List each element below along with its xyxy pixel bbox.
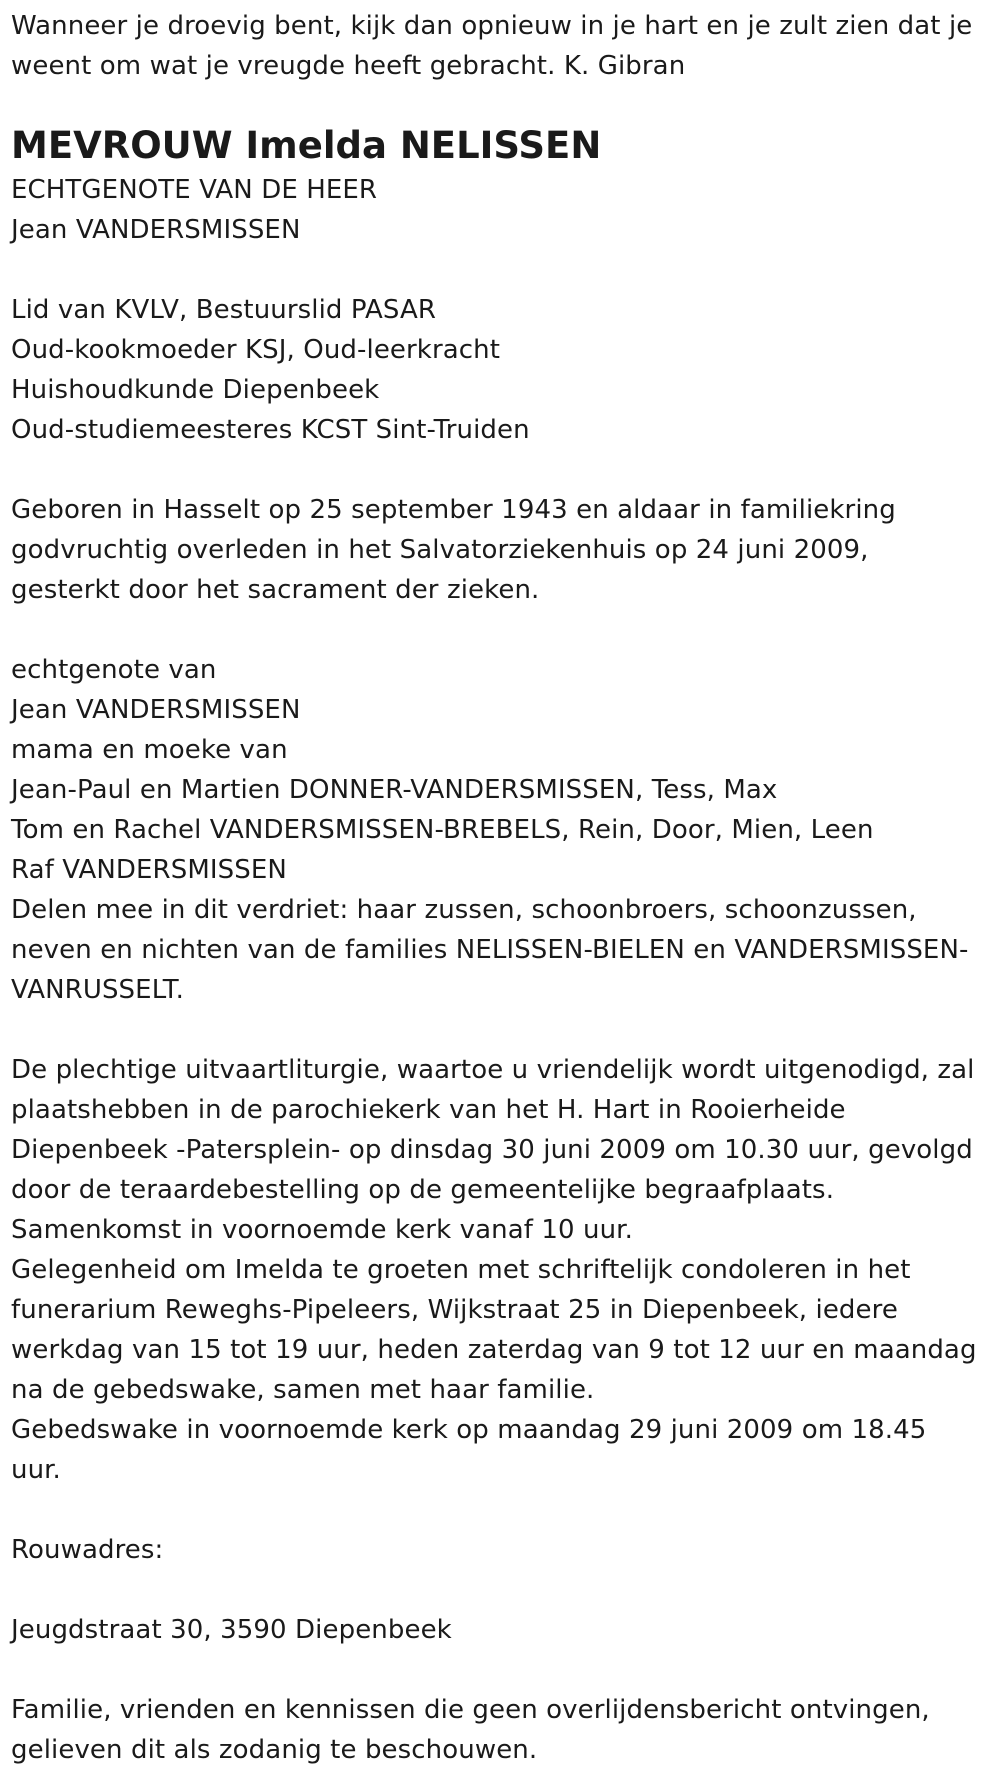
address-value: Jeugdstraat 30, 3590 Diepenbeek <box>11 1615 452 1645</box>
funeral-line: uur. <box>11 1455 61 1485</box>
family-line: Delen mee in dit verdriet: haar zussen, schoonbroers, schoonzussen, <box>11 895 917 925</box>
heading-block <box>11 122 1000 250</box>
roles-block <box>11 290 1000 450</box>
funeral-line: door de teraardebestelling op de gemeentelijke begraafplaats. <box>11 1175 835 1205</box>
address-label: Rouwadres: <box>11 1535 164 1565</box>
spacer <box>11 1570 1000 1610</box>
birth-death-block <box>11 490 1000 610</box>
funeral-line: funerarium Reweghs-Pipeleers, Wijkstraat 25 in Diepenbeek, iedere <box>11 1295 898 1325</box>
family-line: Jean VANDERSMISSEN <box>11 695 301 725</box>
funeral-line: Gelegenheid om Imelda te groeten met schriftelijk condoleren in het <box>11 1255 911 1285</box>
deceased-name: MEVROUW Imelda NELISSEN <box>11 124 602 167</box>
family-line: mama en moeke van <box>11 735 288 765</box>
heading-subline: Jean VANDERSMISSEN <box>11 215 301 245</box>
spacer <box>11 610 1000 650</box>
quote-line: weent om wat je vreugde heeft gebracht. K. Gibran <box>11 51 686 81</box>
family-line: Raf VANDERSMISSEN <box>11 855 287 885</box>
role-line: Huishoudkunde Diepenbeek <box>11 375 380 405</box>
role-line: Lid van KVLV, Bestuurslid PASAR <box>11 295 437 325</box>
funeral-line: plaatshebben in de parochiekerk van het H. Hart in Rooierheide <box>11 1095 846 1125</box>
funeral-line: Samenkomst in voornoemde kerk vanaf 10 uur. <box>11 1215 633 1245</box>
birth-death-line: gesterkt door het sacrament der zieken. <box>11 575 540 605</box>
birth-death-line: Geboren in Hasselt op 25 september 1943 en aldaar in familiekring <box>11 495 896 525</box>
closing-block <box>11 1690 1000 1770</box>
heading-subline: ECHTGENOTE VAN DE HEER <box>11 175 378 205</box>
family-line: VANRUSSELT. <box>11 975 184 1005</box>
role-line: Oud-studiemeesteres KCST Sint-Truiden <box>11 415 530 445</box>
funeral-line: De plechtige uitvaartliturgie, waartoe u vriendelijk wordt uitgenodigd, zal <box>11 1055 975 1085</box>
address-block <box>11 1530 1000 1650</box>
spacer <box>11 450 1000 490</box>
quote-line: Wanneer je droevig bent, kijk dan opnieuw in je hart en je zult zien dat je <box>11 11 973 41</box>
closing-line: Familie, vrienden en kennissen die geen overlijdensbericht ontvingen, <box>11 1695 930 1725</box>
closing-line: gelieven dit als zodanig te beschouwen. <box>11 1735 538 1765</box>
spacer <box>11 86 1000 122</box>
funeral-block <box>11 1050 1000 1490</box>
family-line: echtgenote van <box>11 655 217 685</box>
family-line: Jean-Paul en Martien DONNER-VANDERSMISSEN, Tess, Max <box>11 775 778 805</box>
role-line: Oud-kookmoeder KSJ, Oud-leerkracht <box>11 335 501 365</box>
birth-death-line: godvruchtig overleden in het Salvatorziekenhuis op 24 juni 2009, <box>11 535 869 565</box>
quote-block <box>11 6 1000 86</box>
spacer <box>11 1490 1000 1530</box>
spacer <box>11 1010 1000 1050</box>
family-line: Tom en Rachel VANDERSMISSEN-BREBELS, Rein, Door, Mien, Leen <box>11 815 874 845</box>
funeral-line: werkdag van 15 tot 19 uur, heden zaterdag van 9 tot 12 uur en maandag <box>11 1335 977 1365</box>
spacer <box>11 1650 1000 1690</box>
family-line: neven en nichten van de families NELISSEN-BIELEN en VANDERSMISSEN- <box>11 935 969 965</box>
family-block <box>11 650 1000 1010</box>
funeral-line: Gebedswake in voornoemde kerk op maandag 29 juni 2009 om 18.45 <box>11 1415 927 1445</box>
funeral-line: na de gebedswake, samen met haar familie. <box>11 1375 595 1405</box>
funeral-line: Diepenbeek -Patersplein- op dinsdag 30 juni 2009 om 10.30 uur, gevolgd <box>11 1135 973 1165</box>
spacer <box>11 250 1000 290</box>
